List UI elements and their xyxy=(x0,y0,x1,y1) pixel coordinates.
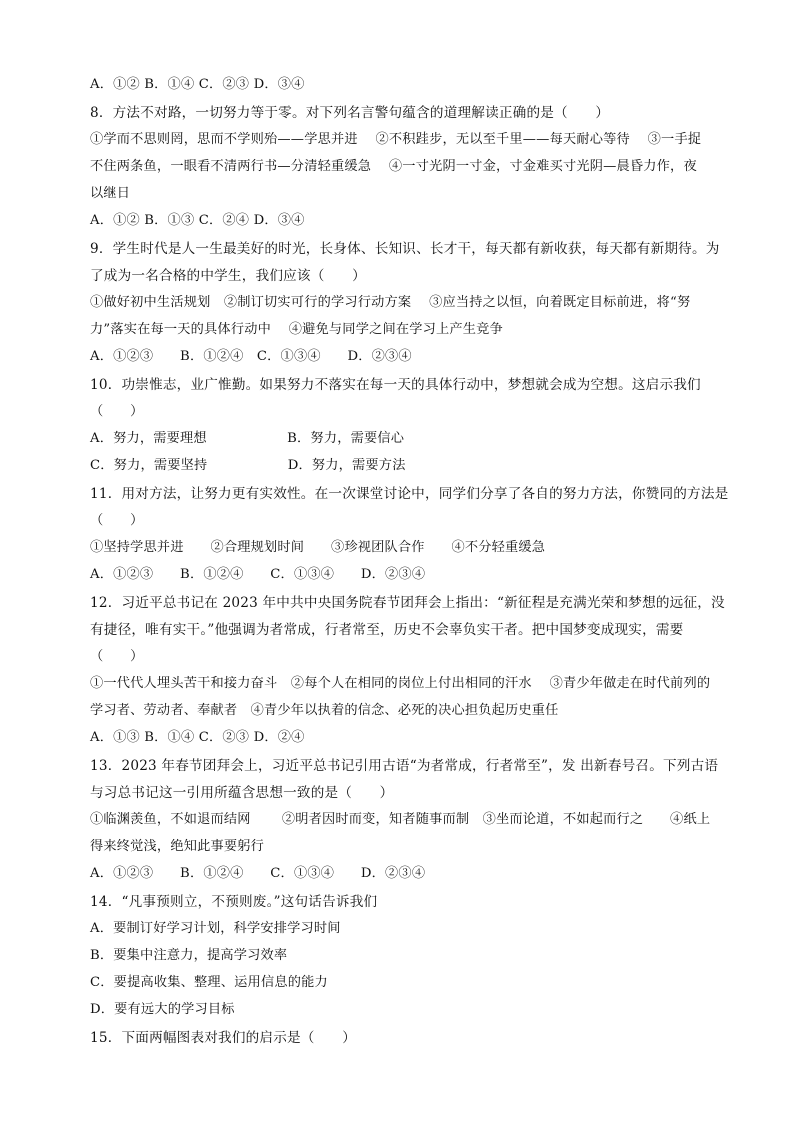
q14-option-c: C．要提高收集、整理、运用信息的能力 xyxy=(90,975,328,990)
q15-stem: 15．下面两幅图表对我们的启示是（ ） xyxy=(90,1030,356,1046)
q8-options: A．①② B．①③ C．②④ D．③④ xyxy=(90,213,305,228)
q12-options: A．①③ B．①④ C．②③ D．②④ xyxy=(90,730,305,745)
q8-statements-line1: ①学而不思则罔，思而不学则殆——学思并进 ②不积跬步，无以至千里——每天耐心等待 ③一手捉 xyxy=(90,132,702,147)
q9-statements-line1: ①做好初中生活规划 ②制订切实可行的学习行动方案 ③应当持之以恒，向着既定目标前进，将“努 xyxy=(90,295,691,310)
q11-options: A．①②③ B．①②④ C．①③④ D．②③④ xyxy=(90,567,426,582)
q12-statements-line1: ①一代代人埋头苦干和接力奋斗 ②每个人在相同的岗位上付出相同的汗水 ③青少年做走在时代前列的 xyxy=(90,676,711,691)
q13-stem-line2: 与习总书记这一引用所蕴含思想一致的是（ ） xyxy=(90,785,394,801)
q10-options-ab: A．努力，需要理想 B．努力，需要信心 xyxy=(90,431,405,446)
q13-statements-line1: ①临渊羡鱼，不如退而结网 ②明者因时而变，知者随事而制 ③坐而论道，不如起而行之 ④纸上 xyxy=(90,812,711,827)
q13-statements-line2: 得来终觉浅，绝知此事要躬行 xyxy=(90,839,265,854)
q8-statements-line2: 不住两条鱼，一眼看不清两行书—分清轻重缓急 ④一寸光阴一寸金，寸金难买寸光阴—晨昏力作，夜 xyxy=(90,159,697,174)
q9-stem-line2: 了成为一名合格的中学生，我们应该（ ） xyxy=(90,268,366,284)
q11-blank: （ ） xyxy=(90,513,144,528)
q14-option-b: B．要集中注意力，提高学习效率 xyxy=(90,948,288,963)
q10-stem: 10．功崇惟志，业广惟勤。如果努力不落实在每一天的具体行动中，梦想就会成为空想。这启示我们 xyxy=(90,377,701,393)
q9-stem-line1: 9．学生时代是人一生最美好的时光，长身体、长知识、长才干，每天都有新收获，每天都有新期待。为 xyxy=(90,241,720,257)
q7-options: A．①② B．①④ C．②③ D．③④ xyxy=(90,77,305,92)
q14-option-a: A．要制订好学习计划，科学安排学习时间 xyxy=(90,921,341,936)
q8-statements-line3: 以继日 xyxy=(90,186,131,201)
q12-stem-line2: 有捷径，唯有实干。”他强调为者常成，行者常至，历史不会辜负实干者。把中国梦变成现实，需要 xyxy=(90,622,684,638)
q12-statements-line2: 学习者、劳动者、奉献者 ④青少年以执着的信念、必死的决心担负起历史重任 xyxy=(90,703,559,718)
q12-blank: （ ） xyxy=(90,649,144,664)
q9-statements-line2: 力”落实在每一天的具体行动中 ④避免与同学之间在学习上产生竞争 xyxy=(90,322,503,337)
q11-statements: ①坚持学思并进 ②合理规划时间 ③珍视团队合作 ④不分轻重缓急 xyxy=(90,540,546,555)
q8-stem: 8．方法不对路，一切努力等于零。对下列名言警句蕴含的道理解读正确的是（ ） xyxy=(90,105,610,121)
q11-stem: 11．用对方法，让努力更有实效性。在一次课堂讨论中，同学们分享了各自的努力方法，你赞同的方法是 xyxy=(90,486,729,502)
q10-options-cd: C．努力，需要坚持 D．努力，需要方法 xyxy=(90,458,406,473)
q14-option-d: D．要有远大的学习目标 xyxy=(90,1002,235,1017)
q12-stem-line1: 12．习近平总书记在 2023 年中共中央国务院春节团拜会上指出：“新征程是充满光荣和梦想的远征，没 xyxy=(90,595,725,611)
q13-options: A．①②③ B．①②④ C．①③④ D．②③④ xyxy=(90,866,426,881)
q10-blank: （ ） xyxy=(90,404,144,419)
q13-stem-line1: 13．2023 年春节团拜会上，习近平总书记引用古语“为者常成，行者常至”，发 出新春号召。下列古语 xyxy=(90,758,719,774)
q14-stem: 14．“凡事预则立，不预则废。”这句话告诉我们 xyxy=(90,894,378,910)
q9-options: A．①②③ B．①②④ C．①③④ D．②③④ xyxy=(90,349,412,364)
